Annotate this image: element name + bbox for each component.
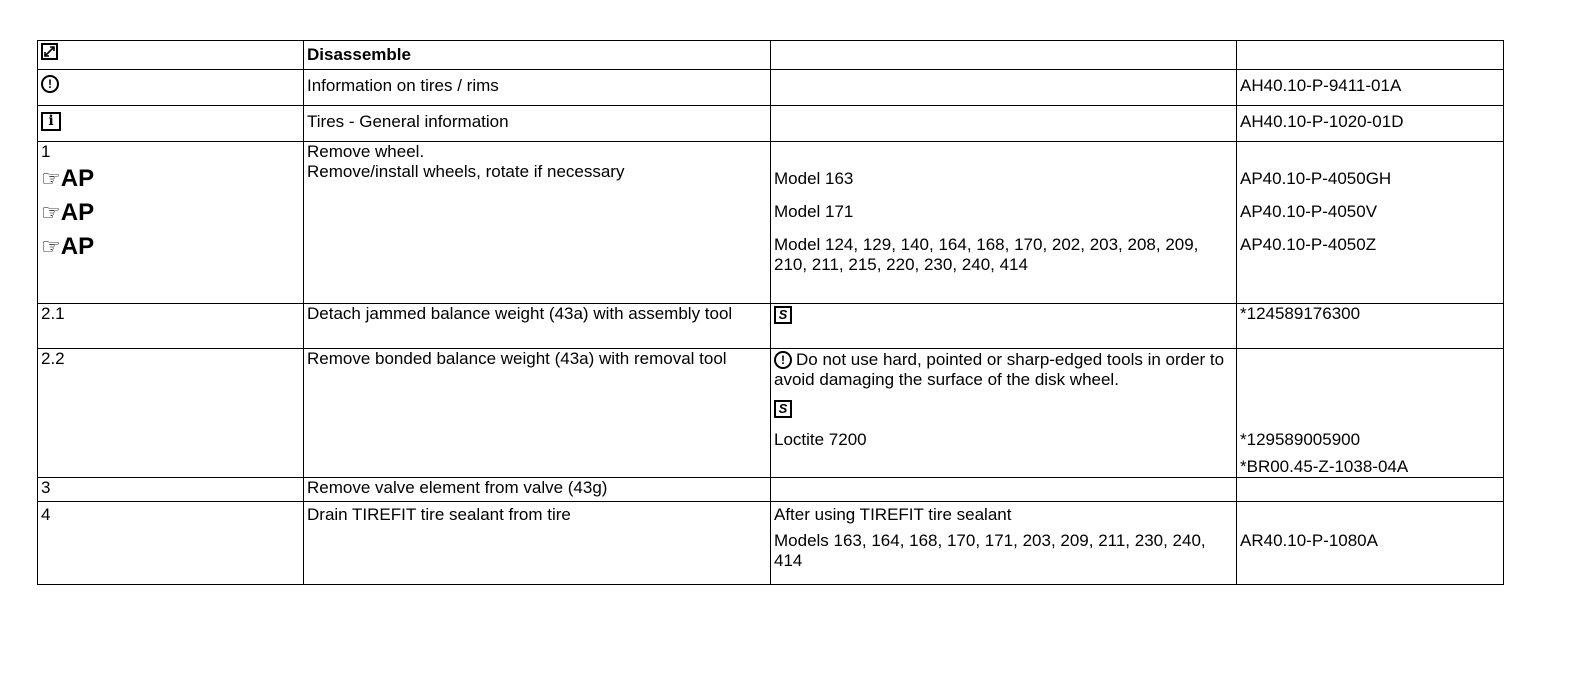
section-title: Disassemble — [304, 41, 771, 70]
table-row — [38, 106, 1504, 142]
document-ref[interactable]: AP40.10-P-4050Z — [1240, 235, 1377, 254]
material-name: Loctite 7200 — [774, 430, 867, 449]
ap-reference[interactable]: ☞AP — [41, 165, 95, 192]
info-icon: i — [41, 112, 61, 131]
info-link[interactable]: Tires - General information — [304, 106, 771, 142]
table-row — [38, 70, 1504, 106]
condition-text: After using TIREFIT tire sealant — [774, 505, 1012, 524]
step-number: 2.2 — [38, 349, 304, 478]
step-subtitle: Remove/install wheels, rotate if necessary — [307, 162, 625, 181]
step-title: Remove wheel. — [307, 142, 425, 161]
material-ref[interactable]: *BR00.45-Z-1038-04A — [1240, 457, 1409, 476]
step-number: 4 — [38, 502, 304, 585]
table-row — [38, 142, 1504, 304]
table-row — [38, 478, 1504, 502]
document-ref[interactable]: AH40.10-P-9411-01A — [1237, 70, 1504, 106]
note-icon: ! — [41, 75, 59, 93]
special-tool-icon: S — [774, 306, 792, 324]
model-label: Models 163, 164, 168, 170, 171, 203, 209, 211, 230, 240, 414 — [774, 531, 1206, 570]
procedure-table — [37, 40, 1504, 585]
pointing-hand-icon: ☞ — [41, 234, 61, 259]
step-number: 1 — [41, 142, 51, 161]
model-label: Model 171 — [774, 202, 854, 221]
info-link[interactable]: Information on tires / rims — [304, 70, 771, 106]
step-text: Detach jammed balance weight (43a) with assembly tool — [304, 304, 771, 349]
special-tool-icon: S — [774, 400, 792, 418]
document-ref[interactable]: AP40.10-P-4050V — [1240, 202, 1378, 221]
step-number: 2.1 — [38, 304, 304, 349]
step-text: Remove bonded balance weight (43a) with removal tool — [304, 349, 771, 478]
document-ref[interactable]: AR40.10-P-1080A — [1240, 531, 1378, 550]
pointing-hand-icon: ☞ — [41, 200, 61, 225]
document-ref[interactable]: AP40.10-P-4050GH — [1240, 169, 1392, 188]
table-row — [38, 304, 1504, 349]
pointing-hand-icon: ☞ — [41, 166, 61, 191]
step-text: Remove valve element from valve (43g) — [304, 478, 771, 502]
disassemble-icon — [41, 43, 58, 60]
tool-number[interactable]: *124589176300 — [1237, 304, 1504, 349]
model-label: Model 163 — [774, 169, 854, 188]
note-text: Do not use hard, pointed or sharp-edged tools in order to avoid damaging the surface of the disk wheel. — [774, 350, 1225, 389]
ap-reference[interactable]: ☞AP — [41, 233, 95, 260]
ap-reference[interactable]: ☞AP — [41, 199, 95, 226]
table-row — [38, 349, 1504, 478]
model-label: Model 124, 129, 140, 164, 168, 170, 202, 203, 208, 209, 210, 211, 215, 220, 230, 240, 414 — [774, 235, 1199, 274]
tool-number[interactable]: *129589005900 — [1240, 430, 1361, 449]
table-row — [38, 502, 1504, 585]
note-icon: ! — [774, 351, 792, 369]
step-text: Drain TIREFIT tire sealant from tire — [304, 502, 771, 585]
document-ref[interactable]: AH40.10-P-1020-01D — [1237, 106, 1504, 142]
step-number: 3 — [38, 478, 304, 502]
table-row — [38, 41, 1504, 70]
